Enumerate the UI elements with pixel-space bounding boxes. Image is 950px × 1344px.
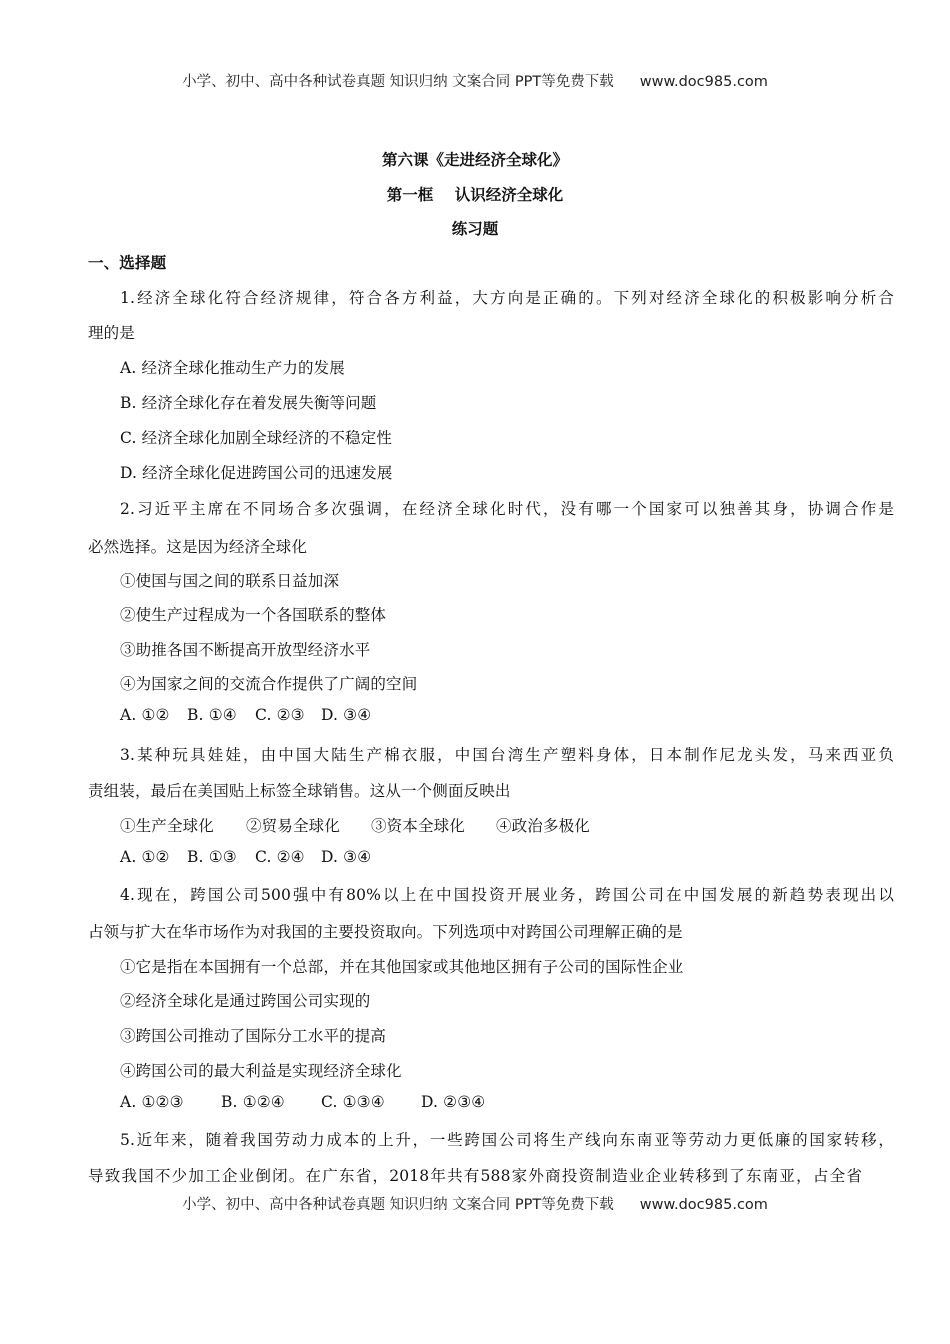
q4-choices xyxy=(120,1093,485,1111)
q2-item-4: ④为国家之间的交流合作提供了广阔的空间 xyxy=(120,675,418,693)
q3-choice-b: B. ①③ xyxy=(187,848,237,866)
q1-stem-line1: 1.经济全球化符合经济规律，符合各方利益，大方向是正确的。下列对经济全球化的积极影响分析合 xyxy=(120,289,894,307)
q3-stem-line1: 3.某种玩具娃娃，由中国大陆生产棉衣服，中国台湾生产塑料身体，日本制作尼龙头发，马来西亚负 xyxy=(120,746,894,764)
q3-items xyxy=(120,814,590,836)
q4-stem-line1: 4.现在，跨国公司500强中有80%以上在中国投资开展业务，跨国公司在中国发展的新趋势表现出以 xyxy=(120,886,894,904)
q2-choices xyxy=(120,706,371,724)
q3-choice-a: A. ①② xyxy=(120,848,170,866)
q4-item-1: ①它是指在本国拥有一个总部，并在其他国家或其他地区拥有子公司的国际性企业 xyxy=(120,958,684,976)
q5-stem-line2: 导致我国不少加工企业倒闭。在广东省，2018年共有588家外商投资制造业企业转移到了东南亚，占全省 xyxy=(88,1167,862,1185)
q2-choice-d: D. ③④ xyxy=(321,706,372,724)
section-heading: 一、选择题 xyxy=(88,254,167,272)
page-footer xyxy=(0,1193,950,1214)
footer-url[interactable]: www.doc985.com xyxy=(639,1197,768,1213)
q2-choice-c: C. ②③ xyxy=(255,706,305,724)
q3-item-1: ①生产全球化 xyxy=(120,817,214,835)
q4-choice-c: C. ①③④ xyxy=(321,1093,385,1111)
q2-stem-line2: 必然选择。这是因为经济全球化 xyxy=(88,538,308,556)
q1-option-b: B. 经济全球化存在着发展失衡等问题 xyxy=(120,394,377,412)
q3-item-4: ④政治多极化 xyxy=(496,817,590,835)
q4-stem-line2: 占领与扩大在华市场作为对我国的主要投资取向。下列选项中对跨国公司理解正确的是 xyxy=(88,923,683,941)
lesson-title: 第六课《走进经济全球化》 xyxy=(381,151,568,169)
q3-stem-line2: 责组装，最后在美国贴上标签全球销售。这从一个侧面反映出 xyxy=(88,782,511,800)
page-header xyxy=(0,70,950,91)
exercise-title: 练习题 xyxy=(451,220,499,238)
q2-item-2: ②使生产过程成为一个各国联系的整体 xyxy=(120,606,387,624)
q5-stem-line1: 5.近年来，随着我国劳动力成本的上升，一些跨国公司将生产线向东南亚等劳动力更低廉的国家转移， xyxy=(120,1131,894,1149)
q2-choice-b: B. ①④ xyxy=(187,706,237,724)
q2-stem-line1: 2.习近平主席在不同场合多次强调，在经济全球化时代，没有哪一个国家可以独善其身，协调合作是 xyxy=(120,500,894,518)
header-text: 小学、初中、高中各种试卷真题 知识归纳 文案合同 PPT等免费下载 xyxy=(182,74,614,90)
q4-item-2: ②经济全球化是通过跨国公司实现的 xyxy=(120,992,371,1010)
q3-item-2: ②贸易全球化 xyxy=(246,817,340,835)
q4-item-4: ④跨国公司的最大利益是实现经济全球化 xyxy=(120,1062,402,1080)
q4-item-3: ③跨国公司推动了国际分工水平的提高 xyxy=(120,1027,387,1045)
header-url[interactable]: www.doc985.com xyxy=(639,74,768,90)
q1-option-a: A. 经济全球化推动生产力的发展 xyxy=(120,359,345,377)
footer-text: 小学、初中、高中各种试卷真题 知识归纳 文案合同 PPT等免费下载 xyxy=(182,1197,614,1213)
q4-choice-a: A. ①②③ xyxy=(120,1093,184,1111)
q2-item-3: ③助推各国不断提高开放型经济水平 xyxy=(120,641,371,659)
q4-choice-d: D. ②③④ xyxy=(421,1093,486,1111)
q1-stem-line2: 理的是 xyxy=(88,324,135,342)
q4-choice-b: B. ①②④ xyxy=(221,1093,285,1111)
q3-choice-d: D. ③④ xyxy=(321,848,372,866)
q3-choice-c: C. ②④ xyxy=(255,848,305,866)
q3-choices xyxy=(120,848,371,866)
q3-item-3: ③资本全球化 xyxy=(371,817,465,835)
q1-option-c: C. 经济全球化加剧全球经济的不稳定性 xyxy=(120,429,393,447)
q2-choice-a: A. ①② xyxy=(120,706,170,724)
q1-option-d: D. 经济全球化促进跨国公司的迅速发展 xyxy=(120,464,393,482)
q2-item-1: ①使国与国之间的联系日益加深 xyxy=(120,572,340,590)
frame-title: 第一框 认识经济全球化 xyxy=(386,186,564,204)
